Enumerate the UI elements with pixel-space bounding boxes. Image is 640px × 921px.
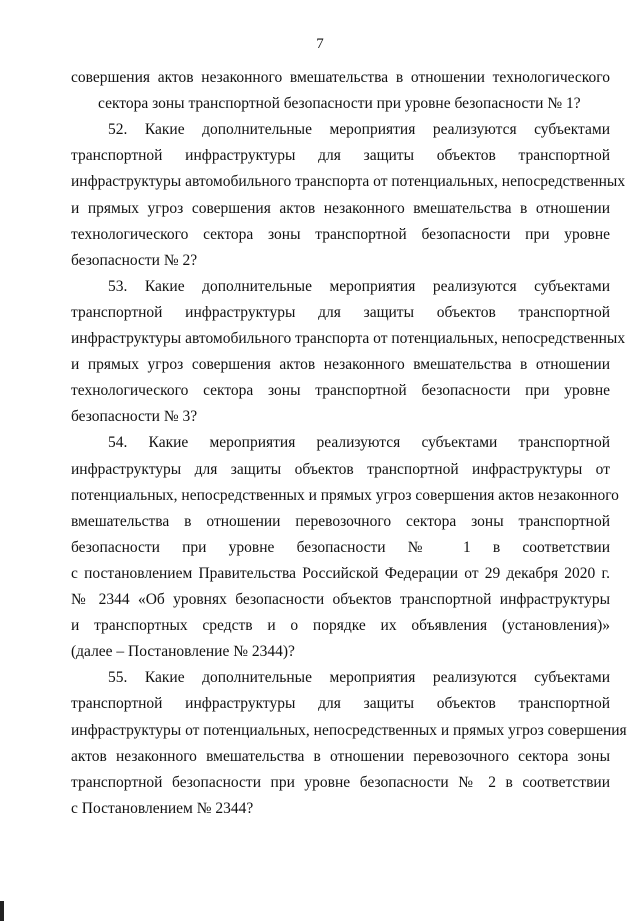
page-number: 7 [316,36,324,52]
text-line: и прямых угроз совершения актов незаконного вмешательства в отношении [71,356,610,374]
text-line: транспортной безопасности при уровне безопасности № 2 в соответствии [71,773,610,791]
text-line: и транспортных средств и о порядке их объявления (установления)» [71,617,610,635]
text-line: с Постановлением № 2344? [71,799,254,817]
text-line: инфраструктуры автомобильного транспорта от потенциальных, непосредственных [71,173,626,191]
text-line: безопасности № 3? [71,408,198,426]
text-line: инфраструктуры от потенциальных, непосредственных и прямых угроз совершения [71,721,627,739]
text-line: технологического сектора зоны транспортной безопасности при уровне [71,382,610,400]
text-line: актов незаконного вмешательства в отношении перевозочного сектора зоны [71,747,610,765]
text-line: № 2344 «Об уровнях безопасности объектов транспортной инфраструктуры [71,591,610,608]
scan-edge-mark [0,901,4,921]
text-line: и прямых угроз совершения актов незаконного вмешательства в отношении [71,199,610,217]
text-line: (далее – Постановление № 2344)? [71,643,295,661]
text-line: с постановлением Правительства Российской Федерации от 29 декабря 2020 г. [71,564,610,582]
text-line: транспортной инфраструктуры для защиты объектов транспортной [71,695,610,713]
text-line: сектора зоны транспортной безопасности при уровне безопасности № 1? [98,95,581,113]
text-line: безопасности № 2? [71,251,198,269]
text-line: 52. Какие дополнительные мероприятия реализуются субъектами [108,121,610,139]
text-line: 55. Какие дополнительные мероприятия реализуются субъектами [108,669,610,687]
text-line: инфраструктуры для защиты объектов транспортной инфраструктуры от [71,460,610,478]
text-line: совершения актов незаконного вмешательства в отношении технологического [71,69,610,86]
text-line: потенциальных, непосредственных и прямых угроз совершения актов незаконного [71,486,619,504]
text-line: вмешательства в отношении перевозочного сектора зоны транспортной [71,512,610,530]
text-line: 54. Какие мероприятия реализуются субъектами транспортной [108,434,610,452]
text-line: инфраструктуры автомобильного транспорта от потенциальных, непосредственных [71,330,626,347]
text-line: технологического сектора зоны транспортной безопасности при уровне [71,225,610,243]
text-line: транспортной инфраструктуры для защиты объектов транспортной [71,147,610,165]
text-line: безопасности при уровне безопасности № 1 в соответствии [71,538,610,556]
text-line: транспортной инфраструктуры для защиты объектов транспортной [71,303,610,321]
text-line: 53. Какие дополнительные мероприятия реализуются субъектами [108,277,610,295]
